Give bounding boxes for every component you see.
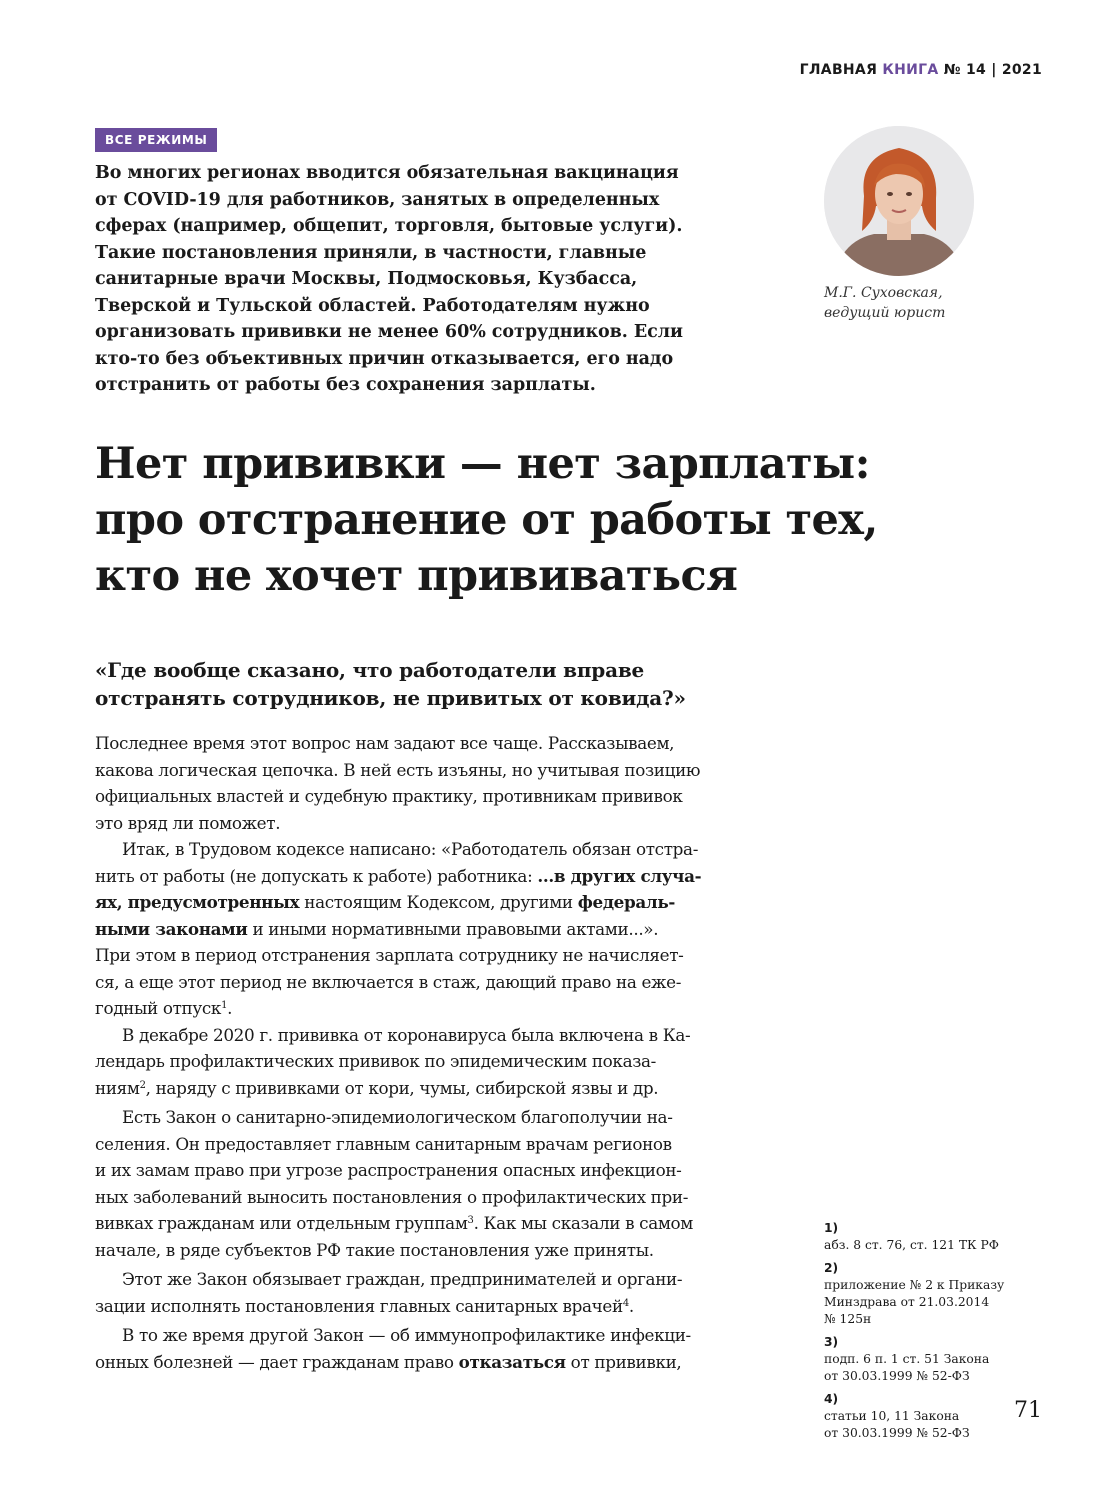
category-tag: ВСЕ РЕЖИМЫ bbox=[95, 128, 217, 152]
title-line: Нет прививки — нет зарплаты: bbox=[95, 439, 870, 489]
question-line: отстранять сотрудников, не привитых от ковида?» bbox=[95, 686, 686, 710]
body-line: ся, а еще этот период не включается в стаж, дающий право на еже- bbox=[95, 971, 682, 992]
footnote-number: 2) bbox=[824, 1261, 839, 1275]
author-portrait-illustration bbox=[824, 126, 974, 276]
body-line bbox=[95, 916, 785, 943]
footnote-number: 1) bbox=[824, 1221, 839, 1235]
body-emphasis: ях, предусмотренных bbox=[95, 892, 300, 912]
author-name: М.Г. Суховская, bbox=[824, 285, 943, 301]
footnote bbox=[824, 1260, 1044, 1328]
body-line bbox=[95, 1075, 785, 1102]
body-line: В декабре 2020 г. прививка от коронавируса была включена в Ка- bbox=[122, 1024, 691, 1045]
author-photo bbox=[824, 126, 974, 276]
author-role: ведущий юрист bbox=[824, 305, 946, 321]
footnote-text: подп. 6 п. 1 ст. 51 Закона bbox=[824, 1352, 990, 1366]
body-text: настоящим Кодексом, другими bbox=[299, 892, 578, 912]
body-line bbox=[95, 1349, 785, 1376]
lead-line: от COVID-19 для работников, занятых в определенных bbox=[95, 189, 660, 210]
body-text: , наряду с прививками от кори, чумы, сибирской язвы и др. bbox=[145, 1077, 659, 1098]
question-line: «Где вообще сказано, что работодатели вправе bbox=[95, 658, 645, 682]
body-emphasis: федераль- bbox=[577, 892, 676, 912]
footnote-ref: 4 bbox=[622, 1297, 629, 1309]
footnotes bbox=[824, 1220, 1044, 1448]
lead-line: организовать прививки не менее 60% сотрудников. Если bbox=[95, 322, 683, 342]
body-line: Есть Закон о санитарно-эпидемиологическом благополучии на- bbox=[122, 1107, 673, 1127]
author-caption bbox=[824, 283, 1024, 323]
footnote-line: от 30.03.1999 № 52-ФЗ bbox=[824, 1426, 970, 1440]
footnote-ref: 2 bbox=[139, 1079, 146, 1091]
body-line: официальных властей и судебную практику, противникам прививок bbox=[95, 786, 683, 806]
lead-paragraph bbox=[95, 160, 785, 399]
footnote-line bbox=[824, 1334, 1044, 1368]
body-text: . bbox=[628, 1295, 634, 1316]
issue-number: № 14 | 2021 bbox=[943, 62, 1042, 78]
footnote-line: № 125н bbox=[824, 1312, 872, 1326]
body-line: Итак, в Трудовом кодексе написано: «Работодатель обязан отстра- bbox=[122, 839, 699, 859]
body-emphasis: отказаться bbox=[458, 1351, 566, 1372]
body-line bbox=[95, 1210, 785, 1237]
footnote-ref: 3 bbox=[467, 1215, 474, 1226]
footnote-number: 4) bbox=[824, 1392, 839, 1406]
footnote-text: приложение № 2 к Приказу bbox=[824, 1278, 1005, 1292]
body-text: . bbox=[227, 998, 233, 1018]
lead-line: Тверской и Тульской областей. Работодателям нужно bbox=[95, 295, 650, 316]
body-line: начале, в ряде субъектов РФ такие постановления уже приняты. bbox=[95, 1239, 654, 1260]
page-number: 71 bbox=[1014, 1398, 1042, 1423]
body-text: годный отпуск bbox=[95, 998, 222, 1018]
body-emphasis: ными законами bbox=[95, 918, 248, 939]
footnote-line bbox=[824, 1260, 1044, 1294]
footnote bbox=[824, 1220, 1044, 1254]
body-text: зации исполнять постановления главных санитарных врачей bbox=[95, 1295, 623, 1316]
body-line: Последнее время этот вопрос нам задают все чаще. Рассказываем, bbox=[95, 733, 675, 753]
body-text: нить от работы (не допускать к работе) работника: bbox=[95, 865, 538, 886]
footnote-line bbox=[824, 1220, 1044, 1254]
body-text: . Как мы сказали в самом bbox=[473, 1213, 694, 1233]
body-line bbox=[95, 1293, 785, 1320]
footnote bbox=[824, 1391, 1044, 1442]
body-line: и их замам право при угрозе распространения опасных инфекцион- bbox=[95, 1160, 682, 1180]
body-line bbox=[95, 995, 785, 1022]
title-line: кто не хочет прививаться bbox=[95, 551, 738, 601]
article-title bbox=[95, 436, 1055, 604]
magazine-name-part1: ГЛАВНАЯ bbox=[799, 62, 878, 78]
footnote-line bbox=[824, 1391, 1044, 1425]
footnote-number: 3) bbox=[824, 1335, 839, 1349]
body-emphasis: ...в других случа- bbox=[537, 865, 702, 886]
footnote-text: абз. 8 ст. 76, ст. 121 ТК РФ bbox=[824, 1238, 999, 1252]
body-text: вивках гражданам или отдельным группам bbox=[95, 1213, 468, 1233]
lead-line: санитарные врачи Москвы, Подмосковья, Кузбасса, bbox=[95, 269, 638, 289]
body-text: от прививки, bbox=[565, 1351, 682, 1372]
reader-question bbox=[95, 656, 795, 712]
body-line: селения. Он предоставляет главным санитарным врачам регионов bbox=[95, 1133, 672, 1154]
body-line: какова логическая цепочка. В ней есть изъяны, но учитывая позицию bbox=[95, 759, 701, 780]
body-line: ных заболеваний выносить постановления о профилактических при- bbox=[95, 1186, 689, 1207]
footnote-ref: 1 bbox=[221, 1000, 228, 1011]
body-line bbox=[95, 889, 785, 916]
body-line: лендарь профилактических прививок по эпидемическим показа- bbox=[95, 1051, 656, 1071]
lead-line: кто-то без объективных причин отказывается, его надо bbox=[95, 348, 674, 369]
title-line: про отстранение от работы тех, bbox=[95, 495, 878, 545]
body-line bbox=[95, 863, 785, 890]
body-text: онных болезней — дает гражданам право bbox=[95, 1351, 459, 1372]
footnote-line: от 30.03.1999 № 52-ФЗ bbox=[824, 1369, 970, 1383]
body-line: В то же время другой Закон — об иммунопрофилактике инфекци- bbox=[122, 1325, 691, 1345]
body-line: Этот же Закон обязывает граждан, предпринимателей и органи- bbox=[122, 1269, 683, 1289]
footnote-text: статьи 10, 11 Закона bbox=[824, 1409, 960, 1423]
footnote-line: Минздрава от 21.03.2014 bbox=[824, 1295, 990, 1309]
magazine-header bbox=[800, 62, 1042, 78]
footnote bbox=[824, 1334, 1044, 1385]
article-body bbox=[95, 730, 785, 1375]
body-text: ниям bbox=[95, 1077, 140, 1098]
lead-line: Во многих регионах вводится обязательная вакцинация bbox=[95, 163, 679, 183]
lead-line: отстранить от работы без сохранения зарплаты. bbox=[95, 375, 596, 395]
body-line: При этом в период отстранения зарплата сотруднику не начисляет- bbox=[95, 945, 684, 965]
lead-line: сферах (например, общепит, торговля, бытовые услуги). bbox=[95, 216, 683, 236]
body-text: и иными нормативными правовыми актами...». bbox=[247, 918, 659, 939]
body-line: это вряд ли поможет. bbox=[95, 812, 281, 833]
lead-line: Такие постановления приняли, в частности, главные bbox=[95, 242, 647, 263]
magazine-name-part2: КНИГА bbox=[882, 62, 939, 78]
